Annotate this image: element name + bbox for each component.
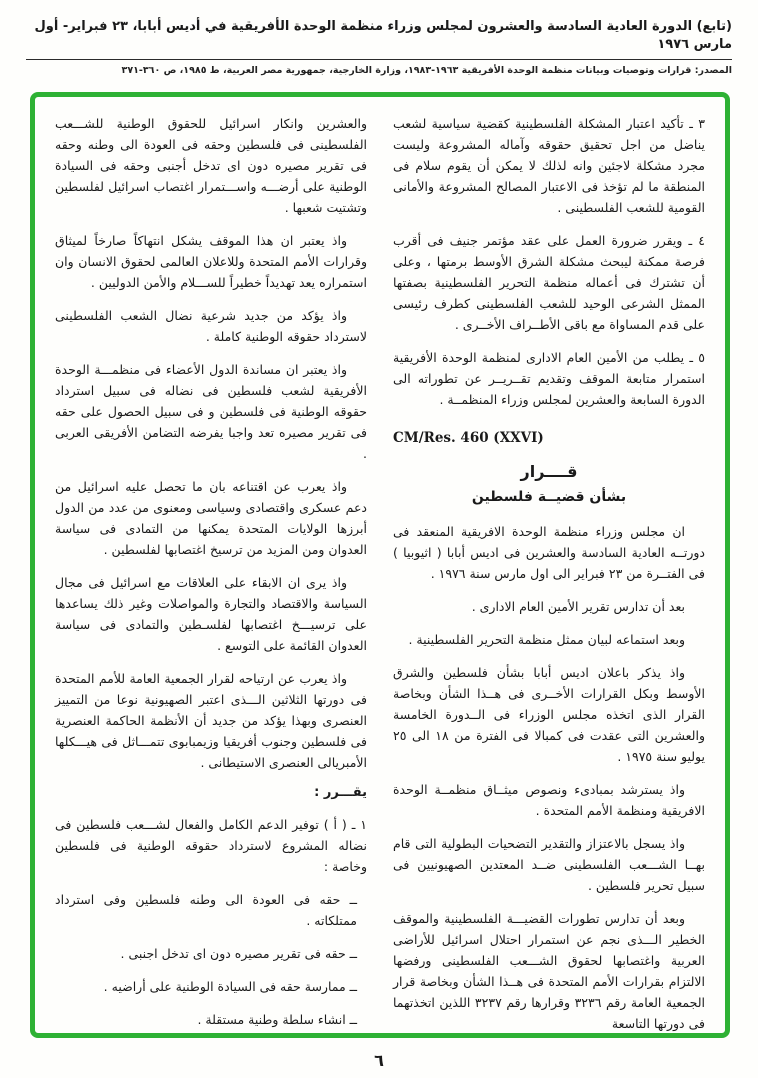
decision-bullet-return: ــ حقه فى العودة الى وطنه فلسطين وفى استرداد ممتلكاته . <box>55 892 357 928</box>
preamble-opening: ان مجلس وزراء منظمة الوحدة الافريقية المنعقد فى دورتــه العادية السادسة والعشرين فى اديس أبابا ( اثيوبيا ) فى الفتــرة من ٢٣ فبراير الى اول مارس سنة ١٩٧٦ . <box>393 524 705 581</box>
page-number: ٦ <box>374 1051 384 1070</box>
decides-label: يقـــرر : <box>314 785 367 800</box>
preamble-report: بعد أن تدارس تقرير الأمين العام الادارى . <box>471 599 685 614</box>
preamble-guided: واذ يسترشد بمبادىء ونصوص ميثــاق منظمــة الوحدة الافريقية ومنظمة الأمم المتحدة . <box>393 782 705 818</box>
continuation-paragraph: والعشرين وانكار اسرائيل للحقوق الوطنية للشـــعب الفلسطينى فى فلسطين وحقه فى العودة الى وطنه وحقه فى تقرير مصيره دون اى تدخل أجنبى وحقه فى السيادة الوطنية على أرضـــه واســـتمرار اغتصاب اسرائيل لفلسطين وتشتيت شعبها . <box>55 116 367 215</box>
content-border-box <box>30 92 730 1038</box>
resolution-subtitle: بشأن قضيــة فلسطين <box>471 489 627 505</box>
clause-4: ٤ ـ ويقرر ضرورة العمل على عقد مؤتمر جنيف فى أقرب فرصة ممكنة ليبحث مشكلة الشرق الأوسط برمتها ، وعلى أن تشترك فى أعماله منظمة التحرير الفلسطينية بصفتها الممثل الشرعى الوحيد للشعب الفلسطينى كطرف رئيسى على قدم المساواة مع باقى الأطــراف الأخــرى . <box>393 233 705 332</box>
preamble-developments: وبعد أن تدارس تطورات القضيـــة الفلسطينية والموقف الخطير الـــذى نجم عن استمرار احتلال اسرائيل للأراضى العربية واغتصابها لحقوق الشـــعب الفلسطينى ورفضها الالتزام بقرارات الأمم المتحدة فى هــذا الشأن وبخاصة قرار الجمعية العامة رقم ٣٢٣٦ وقرارها رقم ٣٢٣٧ اللذين اتخذتهما فى دورتها التاسعة <box>393 911 705 1031</box>
resolution-reference: CM/Res. 460 (XXVI) <box>393 430 544 446</box>
preamble-zionism: واذ يعرب عن ارتياحه لقرار الجمعية العامة للأمم المتحدة فى دورتها الثلاثين الـــذى اعتبر الصهيونية نوعا من التمييز العنصرى وبهذا يؤكد من جديد أن الأنظمة الحاكمة العنصرية فى فلسطين وجنوب أفريقيا وزيمبابوى تتمـــاثل فى هيـــكلها الأمبريالى العنصرى الاستيطانى . <box>55 671 367 770</box>
column-right <box>393 113 705 1031</box>
header-session-title: (تابع) الدورة العادية السادسة والعشرون لمجلس وزراء منظمة الوحدة الأفريقية في أديس أبابا، ٢٣ فبراير- أول مارس ١٩٧٦ <box>34 19 732 53</box>
preamble-recall: واذ يذكر باعلان اديس أبابا بشأن فلسطين والشرق الأوسط وبكل القرارات الأخــرى فى هــذا الشأن وبخاصة القرار الذى اتخذه مجلس الوزراء فى الــدورة الخامسة والعشرين التى عقدت فى كمبالا فى الفترة من ١٨ الى ٢٥ يوليو سنة ١٩٧٥ . <box>393 665 705 764</box>
clause-5: ٥ ـ يطلب من الأمين العام الادارى لمنظمة الوحدة الأفريقية استمرار متابعة الموقف وتقديم تقــريــر عن تطوراته الى الدورة السابعة والعشرين لمجلس وزراء المنظمــة . <box>393 350 705 407</box>
preamble-relations: واذ يرى ان الابقاء على العلاقات مع اسرائيل فى مجال السياسة والاقتصاد والتجارة والمواصلات وغير ذلك يساعدها على ترسيـــخ اغتصابها لفلسـطين والتمادى فى سياسة العدوان القائمة على التوسع . <box>55 575 367 653</box>
decision-bullet-sovereignty: ــ ممارسة حقه فى السيادة الوطنية على أراضيه . <box>103 979 357 994</box>
column-left <box>55 113 367 1027</box>
clause-3: ٣ ـ تأكيد اعتبار المشكلة الفلسطينية كقضية سياسية لشعب يناضل من اجل تحقيق حقوقه وآماله المشروعة وليست مجرد مشكلة لاجئين وانه لذلك لا يمكن أن يقوم سلام فى المنطقة ما لم تؤخذ فى الاعتبار المصالح المشروعة والأمانى القومية للشعب الفلسطينى . <box>393 116 705 215</box>
resolution-title: قــــرار <box>520 462 578 481</box>
preamble-support: واذ يعرب عن اقتناعه بان ما تحصل عليه اسرائيل من دعم عسكرى واقتصادى وسياسى ومعنوى من عدد من الدول أبرزها الولايات المتحدة يمكنها من التمادى فى سياسة العدوان ومن المزيد من ترسيخ اغتصابها لفلسطين . <box>55 479 367 557</box>
header-divider <box>26 59 732 60</box>
page-header <box>0 0 758 78</box>
preamble-statement: وبعد استماعه لبيان ممثل منظمة التحرير الفلسطينية . <box>408 632 685 647</box>
header-source-citation: المصدر: قرارات وتوصيات وبيانات منظمة الوحدة الأفريقية ١٩٦٣-١٩٨٣، وزارة الخارجية، جمهورية مصر العربية، ط ١٩٨٥، ص ٣٦٠-٣٧١ <box>121 65 732 77</box>
preamble-solidarity: واذ يعتبر ان مساندة الدول الأعضاء فى منظمـــة الوحدة الأفريقية لشعب فلسطين فى نضاله فى سبيل استرداد حقوقه الوطنية فى فلسطين و فى سبيل الحصول على حقه فى تقرير مصيره تعد واجبا يفرضه التضامن الأفريقى العربى . <box>55 362 367 461</box>
decision-1a: ١ ـ ( أ ) توفير الدعم الكامل والفعال لشـــعب فلسطين فى نضاله المشروع لاسترداد حقوقه الوطنية فى فلسطين وخاصة : <box>55 817 367 874</box>
two-column-layout <box>55 113 705 1031</box>
decision-bullet-authority: ــ انشاء سلطة وطنية مستقلة . <box>197 1012 357 1027</box>
preamble-legitimacy: واذ يؤكد من جديد شرعية نضال الشعب الفلسطينى لاسترداد حقوقه الوطنية كاملة . <box>55 308 367 344</box>
decision-bullet-self-determination: ــ حقه فى تقرير مصيره دون اى تدخل اجنبى . <box>120 946 357 961</box>
preamble-record: واذ يسجل بالاعتزاز والتقدير التضحيات البطولية التى قام بهــا الشـــعب الفلسطينى ضــد المعتدين الصهيونيين فى سبيل تحرير فلسطين . <box>393 836 705 893</box>
preamble-violation: واذ يعتبر ان هذا الموقف يشكل انتهاكاً صارخاً لميثاق وقرارات الأمم المتحدة وللاعلان العالمى لحقوق الانسان وان استمراره يعد تهديداً خطيراً للســـلام والأمن الدوليين . <box>55 233 367 290</box>
